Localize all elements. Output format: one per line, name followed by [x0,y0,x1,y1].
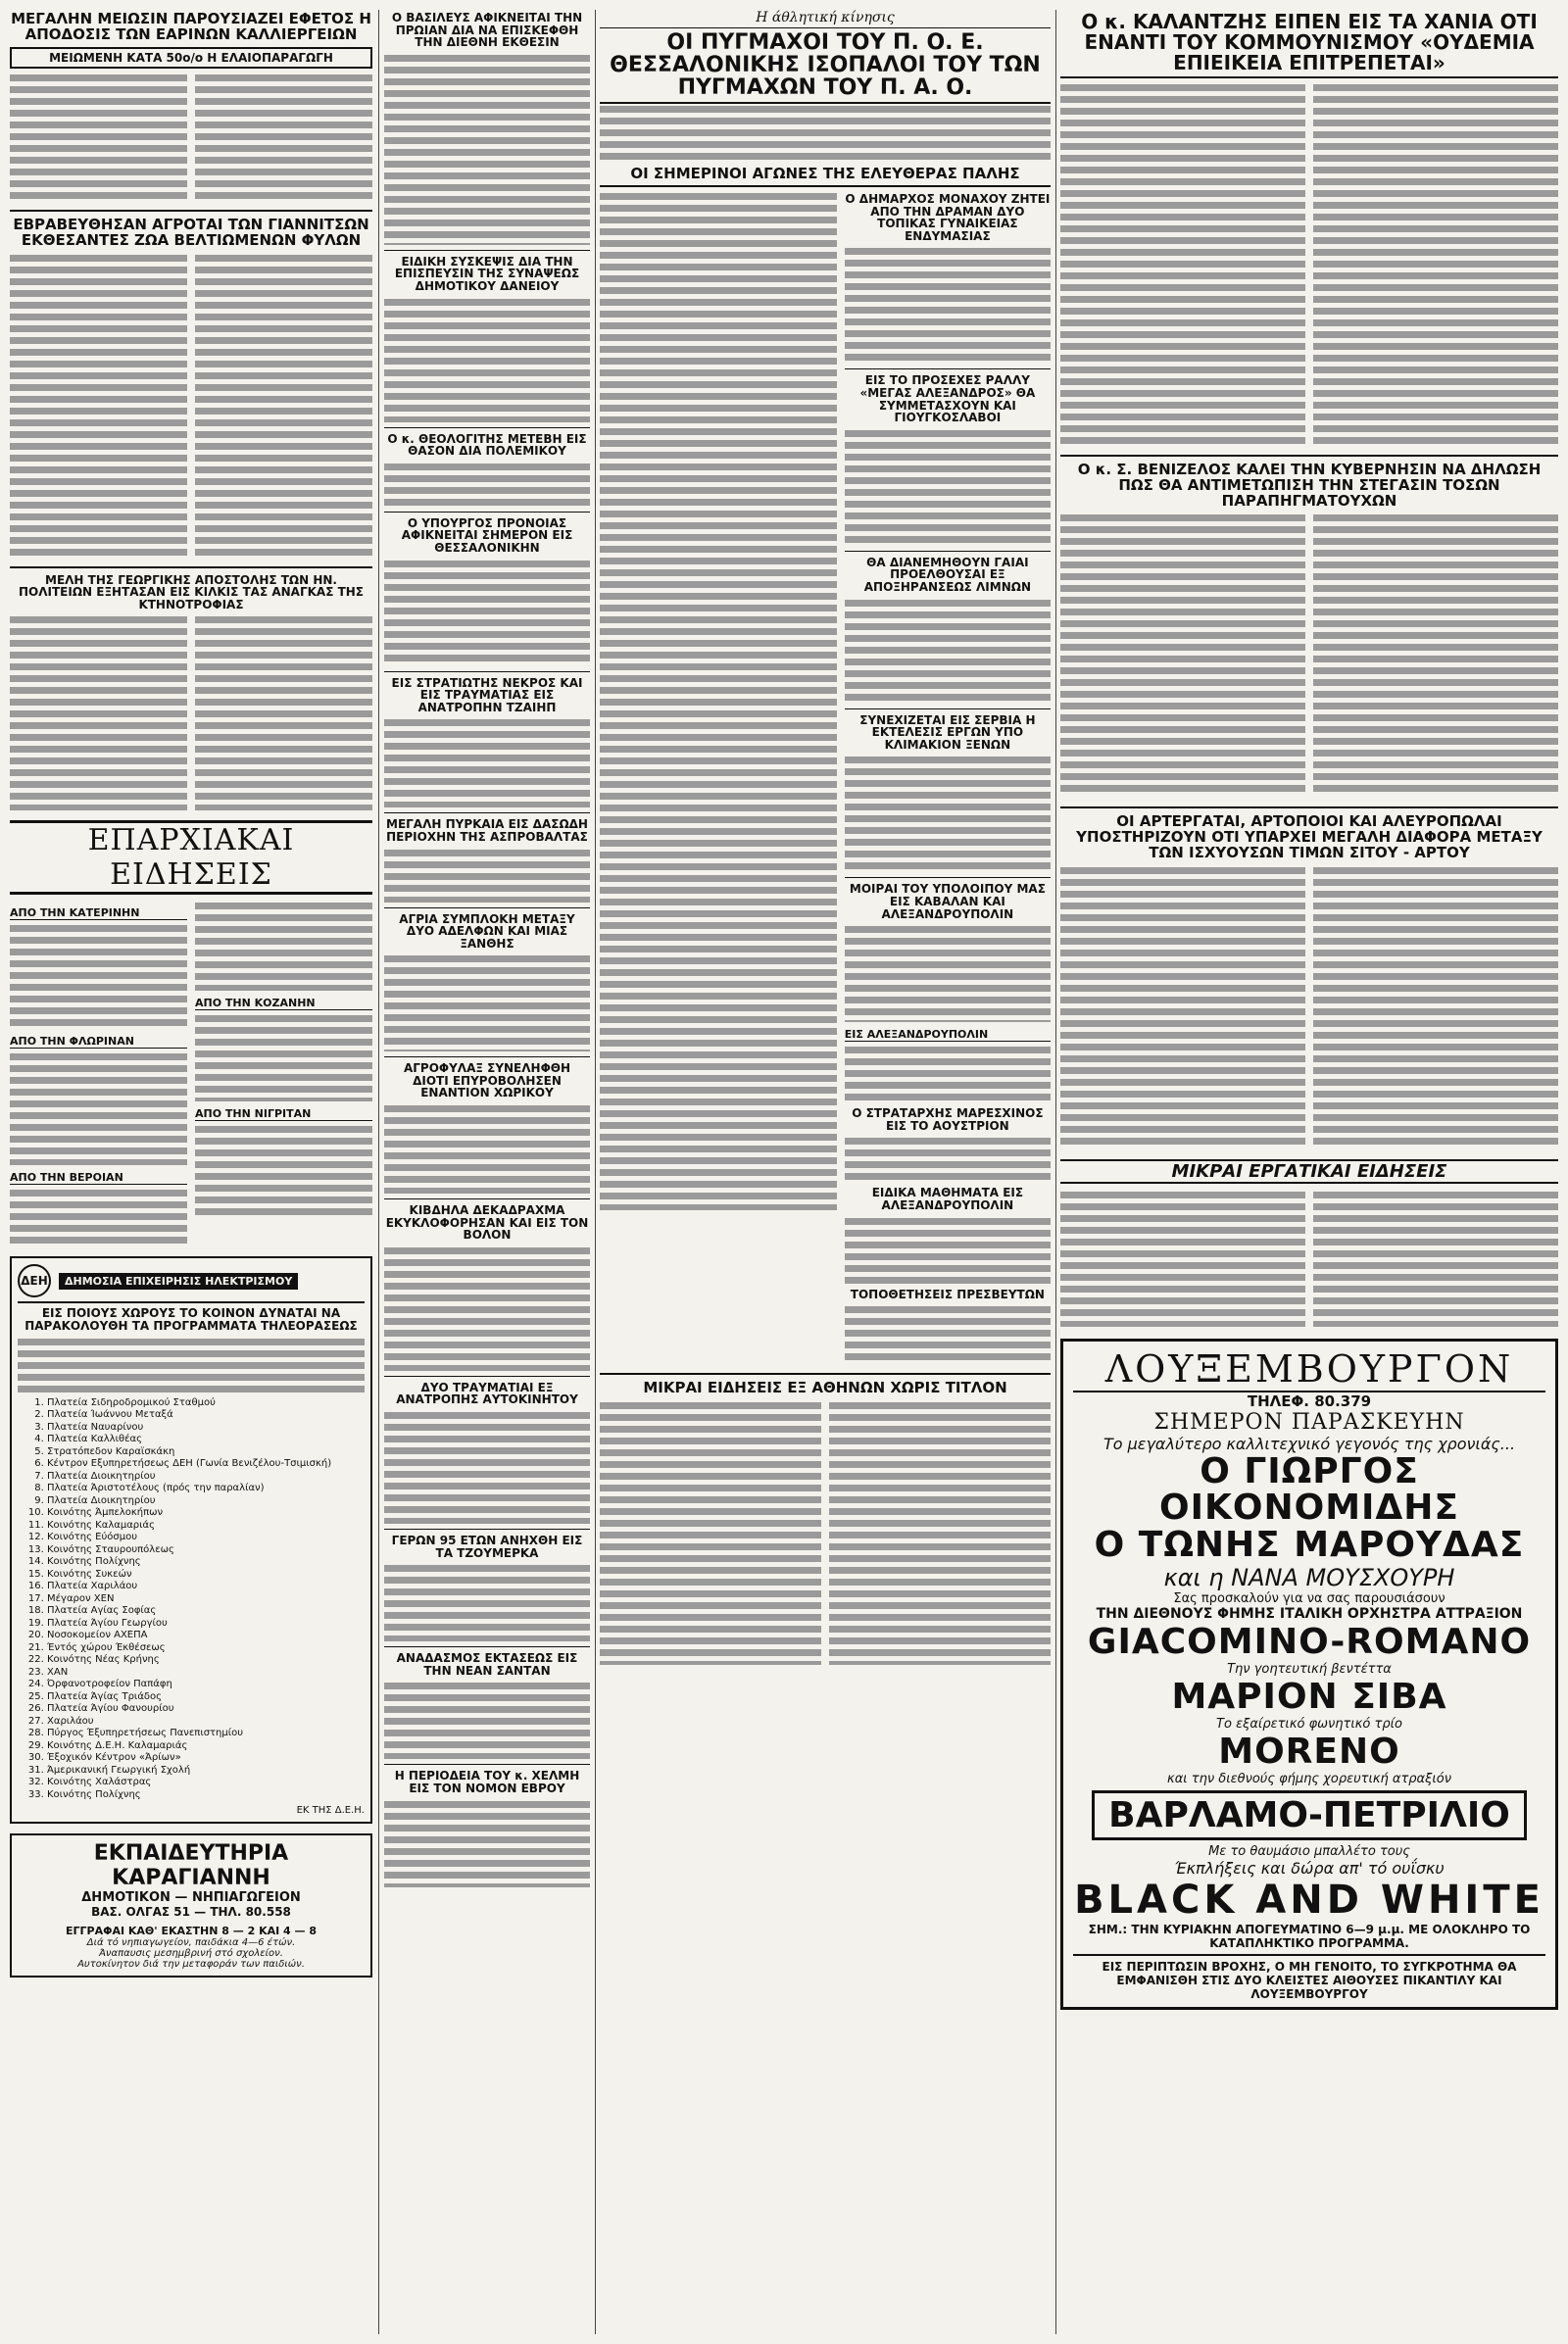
sub-presv: ΤΟΠΟΘΕΤΗΣΕΙΣ ΠΡΕΣΒΕΥΤΩΝ [850,1287,1045,1301]
sub-limnes: ΘΑ ΔΙΑΝΕΜΗΘΟΥΝ ΓΑΙΑΙ ΠΡΟΕΛΘΟΥΣΑΙ ΕΞ ΑΠΟΞΗΡΑΝΣΕΩΣ ΛΙΜΝΩΝ [863,555,1031,594]
deh-place-item: 27. Χαριλάου [47,1716,365,1729]
deh-place-item: 22. Κοινότης Νέας Κρήνης [47,1654,365,1667]
deh-place-item: 30. Έξοχικόν Κέντρον «Άρίων» [47,1752,365,1765]
deh-logo: ΔΕΗ [18,1264,51,1297]
ad-phone: ΤΗΛΕΦ. 80.379 [1247,1392,1372,1410]
ad-orchestra: GIACOMINO-ROMANO [1087,1621,1532,1662]
headline-fight: ΑΓΡΙΑ ΣΥΜΠΛΟΚΗ ΜΕΤΑΞΥ ΔΥΟ ΑΔΕΛΦΩΝ ΚΑΙ ΜΙΑΣ ΞΑΝΘΗΣ [399,911,575,951]
sub-nigrita: ΑΠΟ ΤΗΝ ΝΙΓΡΙΤΑΝ [195,1107,372,1121]
article-text [10,1051,187,1165]
divider [10,210,372,212]
deh-place-item: 1. Πλατεία Σιδηροδρομικού Σταθμού [47,1397,365,1410]
deh-place-item: 9. Πλατεία Διοικητηρίου [47,1495,365,1508]
ad-sunday-note: ΣΗΜ.: ΤΗΝ ΚΥΡΙΑΚΗΝ ΑΠΟΓΕΥΜΑΤΙΝΟ 6—9 μ.μ. ΜΕ ΟΛΟΚΛΗΡΟ ΤΟ ΚΑΤΑΠΛΗΚΤΙΚΟ ΠΡΟΓΡΑΜΜΑ. [1088,1922,1531,1950]
article-text [384,848,590,903]
deh-place-item: 28. Πύργος Έξυπηρετήσεως Πανεπιστημίου [47,1728,365,1740]
article-text [1060,82,1305,445]
school-enroll: ΕΓΓΡΑΦΑΙ ΚΑΘ' ΕΚΑΣΤΗΝ 8 — 2 ΚΑΙ 4 — 8 [65,1925,317,1938]
deh-place-item: 7. Πλατεία Διοικητηρίου [47,1471,365,1484]
headline-kilkis: ΜΕΛΗ ΤΗΣ ΓΕΩΡΓΙΚΗΣ ΑΠΟΣΤΟΛΗΣ ΤΩΝ ΗΝ. ΠΟΛΙΤΕΙΩΝ ΕΞΗΤΑΣΑΝ ΕΙΣ ΚΙΛΚΙΣ ΤΑΣ ΑΝΑΓΚΑΣ ΤΗΣ ΚΤΗΝΟΤΡΟΦΙΑΣ [19,572,364,611]
ad-rain-note: ΕΙΣ ΠΕΡΙΠΤΩΣΙΝ ΒΡΟΧΗΣ, Ο ΜΗ ΓΕΝΟΙΤΟ, ΤΟ ΣΥΓΚΡΟΤΗΜΑ ΘΑ ΕΜΦΑΝΙΣΘΗ ΣΤΙΣ ΔΥΟ ΚΛΕΙΣΤΕΣ ΑΙΘΟΥΣΕΣ ΠΙΚΑΝΤΙΛΥ ΚΑΙ ΛΟΥΞΕΜΒΟΥΡΓΟΥ [1073,1954,1545,2001]
subhead-olive: ΜΕΙΩΜΕΝΗ ΚΑΤΑ 50ο/ο Η ΕΛΑΙΟΠΑΡΑΓΩΓΗ [10,47,372,70]
headline-chelmis: Η ΠΕΡΙΟΔΕΙΑ ΤΟΥ κ. ΧΕΛΜΗ ΕΙΣ ΤΟΝ ΝΟΜΟΝ ΕΒΡΟΥ [394,1769,580,1795]
headline-minister: Ο ΥΠΟΥΡΓΟΣ ΠΡΟΝΟΙΑΣ ΑΦΙΚΝΕΙΤΑΙ ΣΗΜΕΡΟΝ ΕΙΣ ΘΕΣΣΑΛΟΝΙΚΗΝ [401,515,573,555]
column-rule [595,10,596,2334]
headline-soldier: ΕΙΣ ΣΤΡΑΤΙΩΤΗΣ ΝΕΚΡΟΣ ΚΑΙ ΕΙΣ ΤΡΑΥΜΑΤΙΑΣ ΕΙΣ ΑΝΑΤΡΟΠΗΝ ΤΖΑΙΗΠ [391,675,583,714]
ad-star-3: και η ΝΑΝΑ ΜΟΥΣΧΟΥΡΗ [1163,1563,1455,1591]
article-text [845,1216,1051,1285]
article-bakers [1060,865,1558,1153]
deh-place-item: 15. Κοινότης Συκεών [47,1569,365,1582]
article-text [845,755,1051,872]
ad-trio-label: Το εξαίρετικό φωνητικό τρίο [1216,1716,1402,1732]
article-kalantzis [1060,82,1558,449]
deh-place-item: 18. Πλατεία Αγίας Σοφίας [47,1605,365,1618]
deh-place-item: 2. Πλατεία Ίωάννου Μεταξά [47,1409,365,1422]
headline-giannitsa: ΕΒΡΑΒΕΥΘΗΣΑΝ ΑΓΡΟΤΑΙ ΤΩΝ ΓΙΑΝΝΙΤΣΩΝ ΕΚΘΕΣΑΝΤΕΣ ΖΩΑ ΒΕΛΤΙΩΜΕΝΩΝ ΦΥΛΩΝ [13,216,369,249]
article-text [845,598,1051,704]
ad-invite: Σας προσκαλούν για να σας παρουσιάσουν [1173,1590,1446,1606]
article-text [384,53,590,245]
sub-katerini: ΑΠΟ ΤΗΝ ΚΑΤΕΡΙΝΗΝ [10,906,187,920]
article-text [1313,865,1558,1149]
article-text [195,253,372,557]
article-text [384,1799,590,1887]
sub-serbia: ΣΥΝΕΧΙΖΕΤΑΙ ΕΙΣ ΣΕΡΒΙΑ Η ΕΚΤΕΛΕΣΙΣ ΕΡΓΩΝ ΥΠΟ ΚΛΙΜΑΚΙΟΝ ΞΕΝΩΝ [859,712,1036,752]
article-text [384,1681,590,1759]
school-note: Αυτοκίνητον διά την μεταφοράν των παιδιών. [77,1959,305,1971]
school-ad [10,1833,372,1978]
article-text [384,1245,590,1371]
headline-accident: ΔΥΟ ΤΡΑΥΜΑΤΙΑΙ ΕΞ ΑΝΑΤΡΟΠΗΣ ΑΥΤΟΚΙΝΗΤΟΥ [396,1380,578,1407]
deh-place-item: 16. Πλατεία Χαριλάου [47,1581,365,1593]
ad-vedette: ΜΑΡΙΟΝ ΣΙΒΑ [1171,1676,1447,1717]
article-text [845,1136,1051,1183]
article-text [1313,513,1558,797]
school-address: ΒΑΣ. ΟΛΓΑΣ 51 — ΤΗΛ. 80.558 [91,1905,291,1920]
article-harvest [10,73,372,204]
headline-loan: ΕΙΔΙΚΗ ΣΥΣΚΕΨΙΣ ΔΙΑ ΤΗΝ ΕΠΙΣΠΕΥΣΙΝ ΤΗΣ ΣΥΝΑΨΕΩΣ ΔΗΜΟΤΙΚΟΥ ΔΑΝΕΙΟΥ [394,254,580,293]
section-title-labor: ΜΙΚΡΑΙ ΕΡΓΑΤΙΚΑΙ ΕΙΔΗΣΕΙΣ [1060,1159,1558,1184]
article-text [600,191,837,1210]
article-text [10,923,187,1029]
school-note: Άναπαυσις μεσημβρινή στό σχολείον. [99,1948,283,1960]
school-type: ΔΗΜΟΤΙΚΟΝ — ΝΗΠΙΑΓΩΓΕΙΟΝ [81,1890,301,1906]
article-text [845,1045,1051,1103]
deh-places-list [47,1397,365,1802]
headline-santan: ΑΝΑΔΑΣΜΟΣ ΕΚΤΑΣΕΩΣ ΕΙΣ ΤΗΝ ΝΕΑΝ ΣΑΝΤΑΝ [396,1651,578,1678]
deh-place-item: 19. Πλατεία Άγίου Γεωργίου [47,1618,365,1631]
deh-place-item: 23. ΧΑΝ [47,1667,365,1680]
deh-place-item: 24. Όρφανοτροφείον Παπάφη [47,1679,365,1691]
sub-mathima: ΕΙΔΙΚΑ ΜΑΘΗΜΑΤΑ ΕΙΣ ΑΛΕΞΑΝΔΡΟΥΠΟΛΙΝ [871,1186,1024,1212]
headline-theologitis: Ο κ. ΘΕΟΛΟΓΙΤΗΣ ΜΕΤΕΒΗ ΕΙΣ ΘΑΣΟΝ ΔΙΑ ΠΟΛΕΜΙΚΟΥ [387,431,587,459]
article-text [195,1013,372,1101]
ad-dance-label: και την διεθνούς φήμης χορευτική ατραξιόν [1167,1771,1451,1786]
article-kilkis [10,614,372,814]
ad-whisky-brand: BLACK AND WHITE [1074,1877,1544,1923]
article-text [195,73,372,200]
deh-headline: ΕΙΣ ΠΟΙΟΥΣ ΧΩΡΟΥΣ ΤΟ ΚΟΙΝΟΝ ΔΥΝΑΤΑΙ ΝΑ ΠΑΡΑΚΟΛΟΥΘΗ ΤΑ ΠΡΟΓΡΑΜΜΑΤΑ ΤΗΛΕΟΡΑΣΕΩΣ [24,1306,358,1333]
headline-athens: ΜΙΚΡΑΙ ΕΙΔΗΣΕΙΣ ΕΞ ΑΘΗΝΩΝ ΧΩΡΙΣ ΤΙΤΛΟΝ [643,1379,1007,1397]
deh-place-item: 26. Πλατεία Άγίου Φανουρίου [47,1703,365,1716]
headline-boxing: ΟΙ ΠΥΓΜΑΧΟΙ ΤΟΥ Π. Ο. Ε. ΘΕΣΣΑΛΟΝΙΚΗΣ ΙΣΟΠΑΛΟΙ ΤΟΥ ΤΩΝ ΠΥΓΜΑΧΩΝ ΤΟΥ Π. Α. Ο. [600,31,1051,104]
deh-place-item: 33. Κοινότης Πολίχνης [47,1789,365,1802]
headline-elder: ΓΕΡΩΝ 95 ΕΤΩΝ ΑΝΗΧΘΗ ΕΙΣ ΤΑ ΤΖΟΥΜΕΡΚΑ [391,1534,583,1560]
deh-title: ΔΗΜΟΣΙΑ ΕΠΙΧΕΙΡΗΣΙΣ ΗΛΕΚΤΡΙΣΜΟΥ [59,1273,298,1290]
article-text [10,73,187,200]
section-title-eparxiakai: ΕΠΑΡΧΙΑΚΑΙ ΕΙΔΗΣΕΙΣ [10,820,372,895]
article-giannitsa [10,253,372,561]
column-2 [384,10,590,1891]
deh-notice [10,1256,372,1824]
school-note: Διά τό νηπιαγωγείον, παιδάκια 4—6 έτών. [86,1937,296,1949]
deh-place-item: 25. Πλατεία Άγίας Τριάδος [47,1691,365,1704]
column-1 [10,10,372,1978]
labor-news [1060,1190,1558,1331]
column-3 [600,10,1051,1669]
ad-orchestra-label: ΤΗΝ ΔΙΕΘΝΟΥΣ ΦΗΜΗΣ ΙΤΑΛΙΚΗ ΟΡΧΗΣΤΡΑ ΑΤΤΡΑΞΙΟΝ [1096,1605,1523,1622]
sub-mareshall: Ο ΣΤΡΑΤΑΡΧΗΣ ΜΑΡΕΣΧΙΝΟΣ ΕΙΣ ΤΟ ΑΟΥΣΤΡΙΟΝ [852,1106,1044,1133]
article-text [384,1103,590,1194]
luxembourg-ad [1060,1339,1558,2010]
ad-ballet: Με το θαυμάσιο μπαλλέτο τους [1208,1843,1410,1859]
article-text [845,246,1051,364]
article-text [384,1563,590,1641]
article-text [10,614,187,810]
deh-place-item: 20. Νοσοκομείον ΑΧΕΠΑ [47,1630,365,1642]
headline-bakers: ΟΙ ΑΡΤΕΡΓΑΤΑΙ, ΑΡΤΟΠΟΙΟΙ ΚΑΙ ΑΛΕΥΡΟΠΩΛΑΙ ΥΠΟΣΤΗΡΙΖΟΥΝ ΟΤΙ ΥΠΑΡΧΕΙ ΜΕΓΑΛΗ ΔΙΑΦΟΡΑ ΜΕΤΑΞΥ ΤΩΝ ΙΣΧΥΟΥΣΩΝ ΤΙΜΩΝ ΣΙΤΟΥ - ΑΡΤΟΥ [1076,812,1543,861]
article-text [195,1124,372,1220]
sub-alex: ΕΙΣ ΑΛΕΞΑΝΔΡΟΥΠΟΛΙΝ [845,1028,1051,1042]
deh-place-item: 13. Κοινότης Σταυρουπόλεως [47,1544,365,1557]
divider [10,566,372,568]
article-text [384,297,590,422]
headline-wrestling: ΟΙ ΣΗΜΕΡΙΝΟΙ ΑΓΩΝΕΣ ΤΗΣ ΕΛΕΥΘΕΡΑΣ ΠΑΛΗΣ [600,167,1051,187]
article-text [1060,1190,1305,1327]
headline-venizelos: Ο κ. Σ. ΒΕΝΙΖΕΛΟΣ ΚΑΛΕΙ ΤΗΝ ΚΥΒΕΡΝΗΣΙΝ ΝΑ ΔΗΛΩΣΗ ΠΩΣ ΘΑ ΑΝΤΙΜΕΤΩΠΙΣΗ ΤΗΝ ΣΤΕΓΑΣΙΝ ΤΟΣΩΝ ΠΑΡΑΠΗΓΜΑΤΟΥΧΩΝ [1077,461,1542,510]
headline-king: Ο ΒΑΣΙΛΕΥΣ ΑΦΙΚΝΕΙΤΑΙ ΤΗΝ ΠΡΩΙΑΝ ΔΙΑ ΝΑ ΕΠΙΣΚΕΦΘΗ ΤΗΝ ΔΙΕΘΝΗ ΕΚΘΕΣΙΝ [391,11,583,50]
sub-kozani: ΑΠΟ ΤΗΝ ΚΟΖΑΝΗΝ [195,997,372,1010]
deh-place-item: 10. Κοινότης Άμπελοκήπων [47,1507,365,1520]
sub-veroia: ΑΠΟ ΤΗΝ ΒΕΡΟΙΑΝ [10,1171,187,1185]
deh-place-item: 29. Κοινότης Δ.Ε.Η. Καλαμαριάς [47,1740,365,1753]
school-name: ΕΚΠΑΙΔΕΥΤΗΡΙΑ ΚΑΡΑΓΙΑΝΝΗ [93,1841,289,1891]
ad-vedette-label: Την γοητευτική βεντέττα [1227,1661,1392,1677]
sub-rallye: ΕΙΣ ΤΟ ΠΡΟΣΕΧΕΣ ΡΑΛΛΥ «ΜΕΓΑΣ ΑΛΕΞΑΝΔΡΟΣ» ΘΑ ΣΥΜΜΕΤΑΣΧΟΥΝ ΚΑΙ ΓΙΟΥΓΚΟΣΛΑΒΟΙ [859,373,1036,425]
deh-place-item: 6. Κέντρον Εξυπηρετήσεως ΔΕΗ (Γωνία Βενιζέλου-Τσιμισκή) [47,1458,365,1471]
ad-trio: MORENO [1218,1731,1400,1772]
sports-kicker: Η άθλητική κίνησις [600,10,1051,28]
deh-intro [18,1337,365,1393]
sub-florina: ΑΠΟ ΤΗΝ ΦΛΩΡΙΝΑΝ [10,1035,187,1049]
column-4 [1060,10,1558,2010]
deh-place-item: 21. Έντός χώρου Έκθέσεως [47,1642,365,1655]
article-text [1060,865,1305,1149]
ad-star-2: Ο ΤΩΝΗΣ ΜΑΡΟΥΔΑΣ [1094,1525,1525,1566]
ad-venue-name: ΛΟΥΞΕΜΒΟΥΡΓΟΝ [1073,1347,1545,1392]
article-text [845,1304,1051,1363]
deh-place-item: 11. Κοινότης Καλαμαριάς [47,1520,365,1533]
headline-harvest: ΜΕΓΑΛΗΝ ΜΕΙΩΣΙΝ ΠΑΡΟΥΣΙΑΖΕΙ ΕΦΕΤΟΣ Η ΑΠΟΔΟΣΙΣ ΤΩΝ ΕΑΡΙΝΩΝ ΚΑΛΛΙΕΡΓΕΙΩΝ [11,10,371,43]
deh-place-item: 17. Μέγαρον ΧΕΝ [47,1593,365,1606]
deh-place-item: 14. Κοινότης Πολίχνης [47,1556,365,1569]
article-text [384,462,590,507]
article-text [10,253,187,557]
article-venizelos [1060,513,1558,801]
column-rule [378,10,379,2334]
deh-place-item: 32. Κοινότης Χαλάστρας [47,1777,365,1789]
sports-body [600,191,1051,1367]
deh-place-item: 8. Πλατεία Άριστοτέλους (πρός την παραλίαν) [47,1483,365,1495]
headline-guard: ΑΓΡΟΦΥΛΑΞ ΣΥΝΕΛΗΦΘΗ ΔΙΟΤΙ ΕΠΥΡΟΒΟΛΗΣΕΝ ΕΝΑΝΤΙΟΝ ΧΩΡΙΚΟΥ [403,1061,571,1100]
article-text [1313,1190,1558,1327]
article-text [195,614,372,810]
headline-counterfeit: ΚΙΒΔΗΛΑ ΔΕΚΑΔΡΑΧΜΑ ΕΚΥΚΛΟΦΟΡΗΣΑΝ ΚΑΙ ΕΙΣ ΤΟΝ ΒΟΛΟΝ [385,1203,589,1243]
column-rule [1055,10,1056,2334]
article-text [600,1400,821,1665]
ad-dance-act: ΒΑΡΛΑΜΟ-ΠΕΤΡΙΛΙΟ [1092,1790,1527,1840]
ad-tagline: Το μεγαλύτερο καλλιτεχνικό γεγονός της χρονιάς... [1102,1434,1516,1453]
article-text [845,428,1051,546]
article-text [829,1400,1051,1665]
deh-place-item: 3. Πλατεία Ναυαρίνου [47,1422,365,1435]
article-text [384,717,590,807]
deh-sign: ΕΚ ΤΗΣ Δ.Ε.Η. [296,1805,365,1817]
article-text [845,924,1051,1022]
article-text [10,1188,187,1246]
deh-place-item: 4. Πλατεία Καλλιθέας [47,1434,365,1446]
deh-place-item: 31. Άμερικανική Γεωργική Σχολή [47,1765,365,1778]
athens-body [600,1400,1051,1669]
article-text [1313,82,1558,445]
article-text [384,953,590,1051]
deh-place-item: 12. Κοινότης Εύόσμου [47,1532,365,1544]
headline-fire: ΜΕΓΑΛΗ ΠΥΡΚΑΙΑ ΕΙΣ ΔΑΣΩΔΗ ΠΕΡΙΟΧΗΝ ΤΗΣ ΑΣΠΡΟΒΑΛΤΑΣ [386,817,588,844]
article-text [1060,513,1305,797]
headline-kalantzis: Ο κ. ΚΑΛΑΝΤΖΗΣ ΕΙΠΕΝ ΕΙΣ ΤΑ ΧΑΝΙΑ ΟΤΙ ΕΝΑΝΤΙ ΤΟΥ ΚΟΜΜΟΥΝΙΣΜΟΥ «ΟΥΔΕΜΙΑ ΕΠΙΕΙΚΕΙΑ ΕΠΙΤΡΕΠΕΤΑΙ» [1060,12,1558,78]
article-text [384,559,590,666]
article-text [195,901,372,991]
ad-star-1: Ο ΓΙΩΡΓΟΣ ΟΙΚΟΝΟΜΙΔΗΣ [1158,1450,1460,1529]
deh-place-item: 5. Στρατόπεδον Καραϊσκάκη [47,1446,365,1459]
regional-news [10,901,372,1250]
article-text [600,104,1051,163]
ad-whisky-label: Έκπλήξεις και δώρα απ' τό ουΐσκυ [1174,1858,1445,1878]
sub-moirai: ΜΟΙΡΑΙ ΤΟΥ ΥΠΟΛΟΙΠΟΥ ΜΑΣ ΕΙΣ ΚΑΒΑΛΑΝ ΚΑΙ ΑΛΕΞΑΝΔΡΟΥΠΟΛΙΝ [849,882,1046,921]
ad-today: ΣΗΜΕΡΟΝ ΠΑΡΑΣΚΕΥΗΝ [1153,1409,1465,1435]
article-text [384,1410,590,1524]
sub-dimarxos: Ο ΔΗΜΑΡΧΟΣ ΜΟΝΑΧΟΥ ΖΗΤΕΙ ΑΠΟ ΤΗΝ ΔΡΑΜΑΝ ΔΥΟ ΤΟΠΙΚΑΣ ΓΥΝΑΙΚΕΙΑΣ ΕΝΔΥΜΑΣΙΑΣ [845,192,1051,243]
